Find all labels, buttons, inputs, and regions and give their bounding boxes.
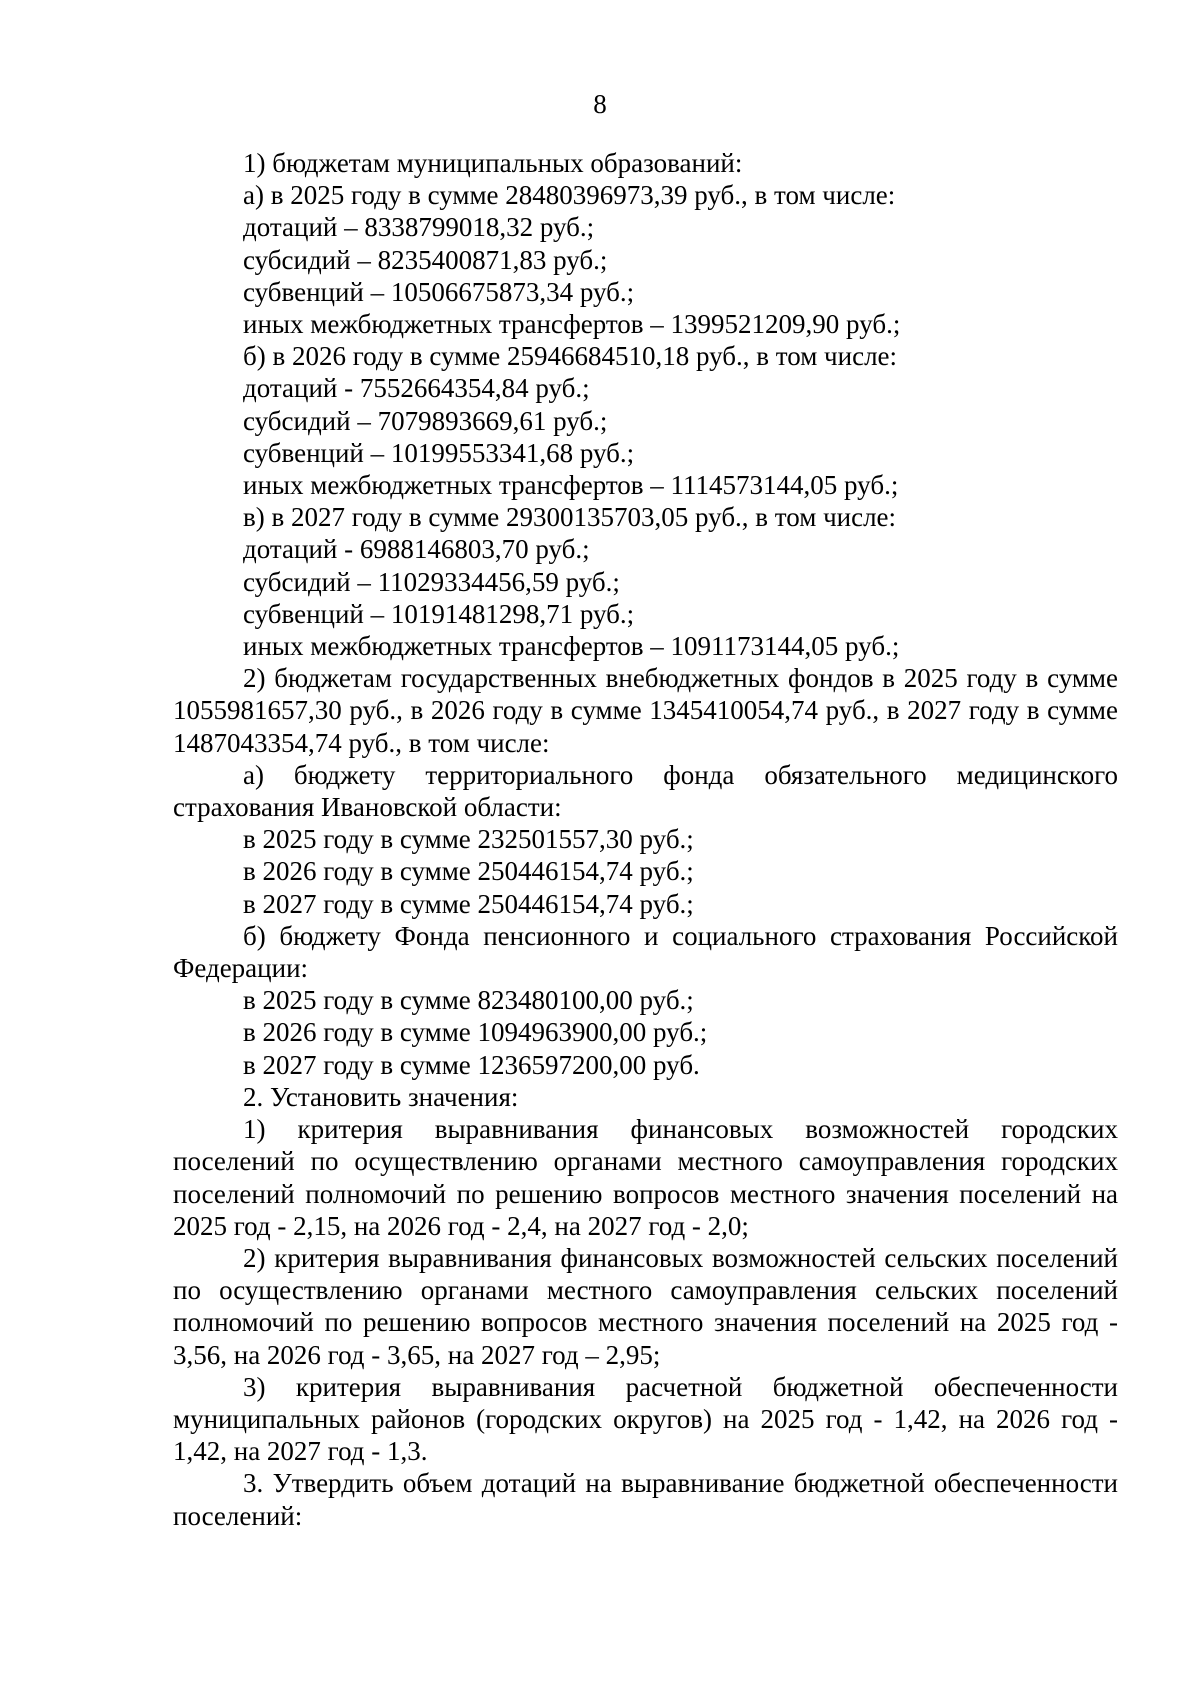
- paragraph: иных межбюджетных трансфертов – 1091173144,05 руб.;: [243, 631, 900, 662]
- document-body: [173, 147, 1118, 1532]
- paragraph: иных межбюджетных трансфертов – 1399521209,90 руб.;: [243, 309, 901, 340]
- paragraph: 2) критерия выравнивания финансовых возможностей сельских поселений по осуществлению органами местного самоуправления сельских поселений полномочий по решению вопросов местного значения поселений на 2025 год - 3,56, на 2026 год - 3,65, на 2027 год – 2,95;: [173, 1242, 1118, 1370]
- paragraph: в 2025 году в сумме 823480100,00 руб.;: [243, 985, 694, 1016]
- paragraph: 3. Утвердить объем дотаций на выравнивание бюджетной обеспеченности поселений:: [173, 1468, 1118, 1531]
- paragraph: в) в 2027 году в сумме 29300135703,05 руб., в том числе:: [243, 502, 897, 533]
- paragraph: субвенций – 10199553341,68 руб.;: [243, 437, 635, 468]
- paragraph: в 2026 году в сумме 250446154,74 руб.;: [243, 856, 694, 887]
- paragraph: б) в 2026 году в сумме 25946684510,18 руб., в том числе:: [243, 341, 898, 372]
- paragraph: субвенций – 10191481298,71 руб.;: [243, 598, 635, 629]
- paragraph: дотаций - 6988146803,70 руб.;: [243, 534, 590, 565]
- paragraph: дотаций - 7552664354,84 руб.;: [243, 373, 590, 404]
- paragraph: субвенций – 10506675873,34 руб.;: [243, 276, 635, 307]
- paragraph: 3) критерия выравнивания расчетной бюджетной обеспеченности муниципальных районов (городских округов) на 2025 год - 1,42, на 2026 год - 1,42, на 2027 год - 1,3.: [173, 1371, 1118, 1467]
- paragraph: дотаций – 8338799018,32 руб.;: [243, 212, 595, 243]
- paragraph: 2. Установить значения:: [243, 1081, 519, 1112]
- paragraph: в 2027 году в сумме 250446154,74 руб.;: [243, 888, 694, 919]
- page-number: 8: [593, 89, 607, 119]
- paragraph: 1) критерия выравнивания финансовых возможностей городских поселений по осуществлению органами местного самоуправления городских поселений полномочий по решению вопросов местного значения поселений на 2025 год - 2,15, на 2026 год - 2,4, на 2027 год - 2,0;: [173, 1114, 1118, 1241]
- paragraph: в 2026 году в сумме 1094963900,00 руб.;: [243, 1017, 708, 1048]
- paragraph: субсидий – 11029334456,59 руб.;: [243, 566, 620, 597]
- paragraph: субсидий – 7079893669,61 руб.;: [243, 405, 608, 436]
- paragraph: а) в 2025 году в сумме 28480396973,39 руб., в том числе:: [243, 180, 896, 211]
- paragraph: в 2025 году в сумме 232501557,30 руб.;: [243, 824, 694, 855]
- paragraph: 1) бюджетам муниципальных образований:: [243, 148, 743, 178]
- paragraph: в 2027 году в сумме 1236597200,00 руб.: [243, 1049, 700, 1080]
- paragraph: б) бюджету Фонда пенсионного и социального страхования Российской Федерации:: [173, 920, 1118, 984]
- paragraph: 2) бюджетам государственных внебюджетных фондов в 2025 году в сумме 1055981657,30 руб., в 2026 году в сумме 1345410054,74 руб., в 2027 году в сумме 1487043354,74 руб., в том числе:: [173, 663, 1118, 758]
- paragraph: субсидий – 8235400871,83 руб.;: [243, 244, 608, 275]
- paragraph: иных межбюджетных трансфертов – 1114573144,05 руб.;: [243, 470, 899, 501]
- paragraph: а) бюджету территориального фонда обязательного медицинского страхования Ивановской области:: [173, 759, 1118, 823]
